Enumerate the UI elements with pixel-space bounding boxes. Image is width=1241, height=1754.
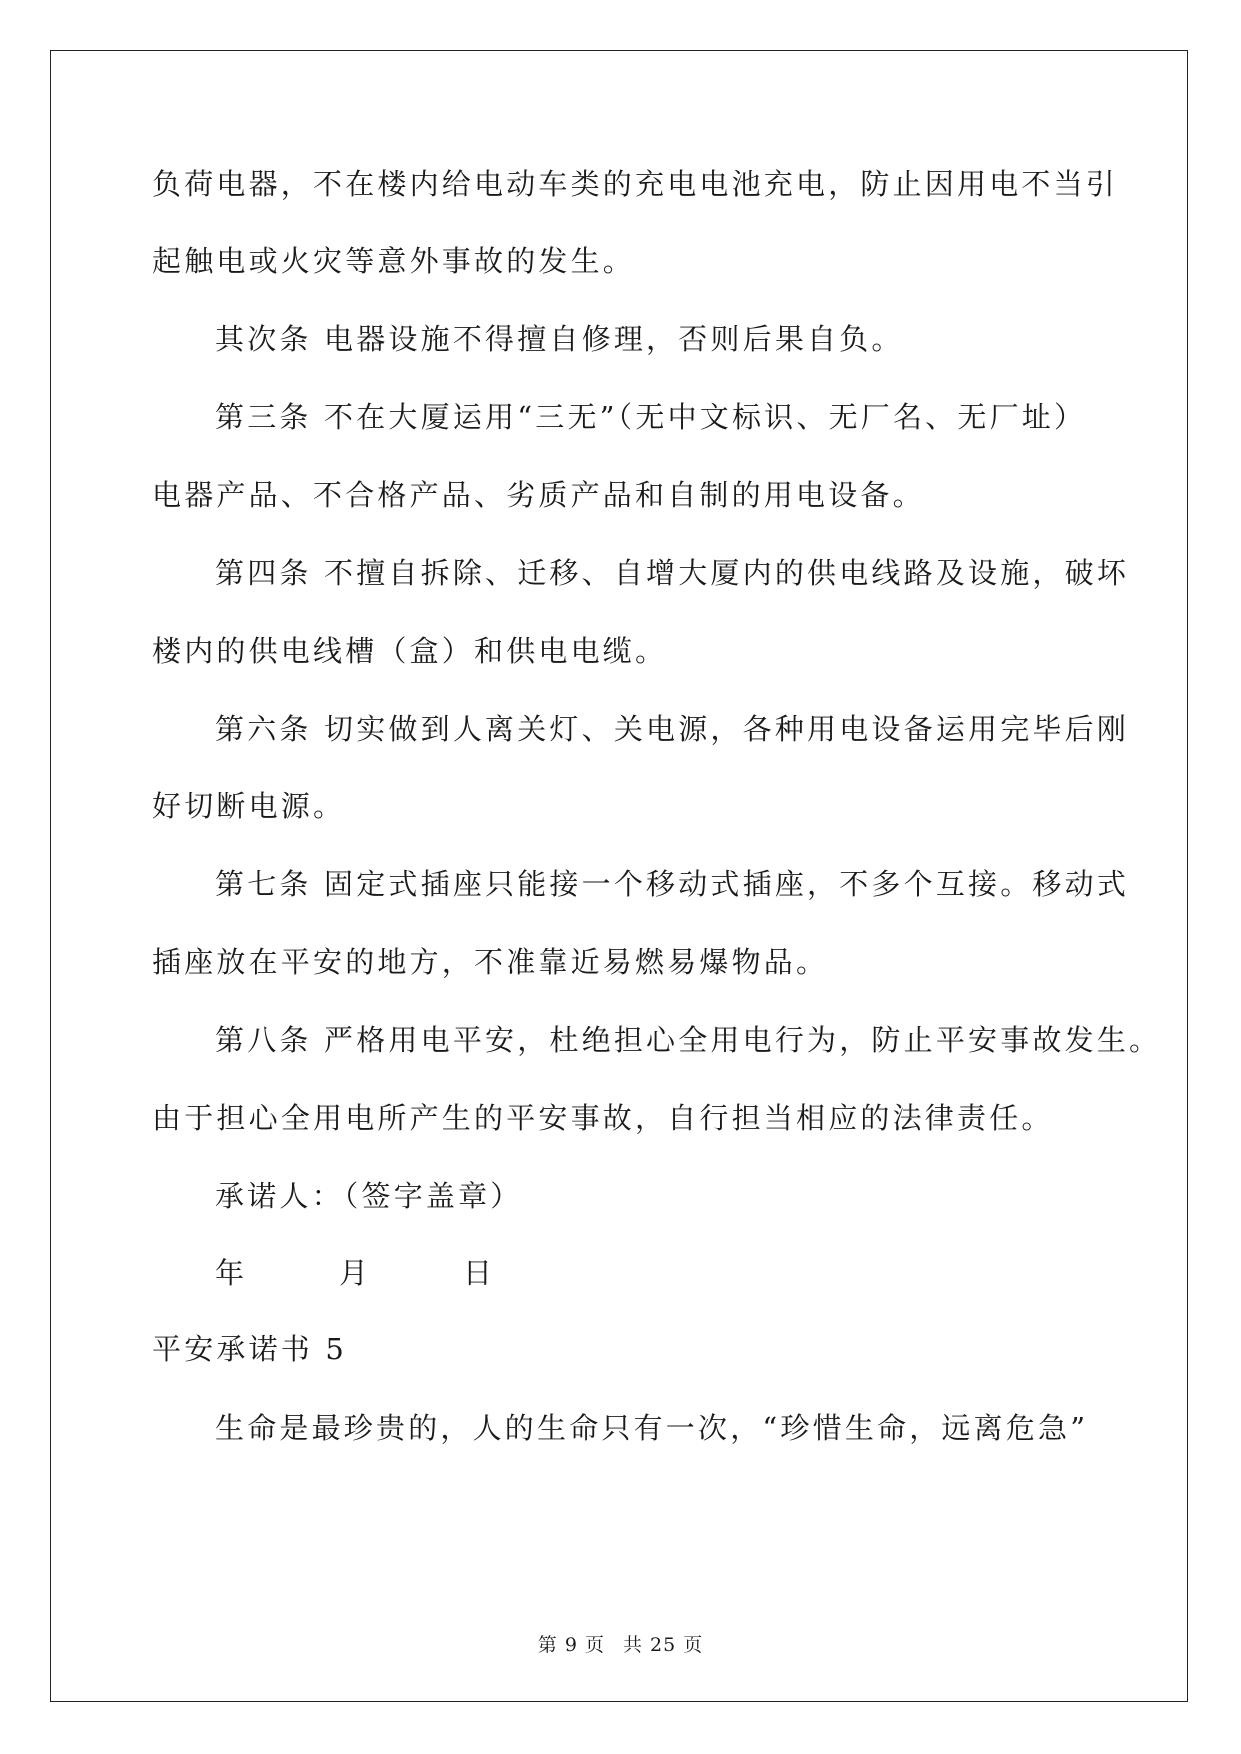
paragraph-line: 由于担心全用电所产生的平安事故，自行担当相应的法律责任。 [152, 1101, 1054, 1135]
signature-line: 承诺人：（签字盖章） [215, 1179, 523, 1213]
page-number-current: 第 9 页 [537, 1634, 605, 1656]
paragraph-line: 第三条 不在大厦运用“三无”（无中文标识、无厂名、无厂址） [215, 400, 1087, 434]
date-year: 年 [215, 1256, 248, 1290]
page-number-total: 共 25 页 [622, 1634, 704, 1656]
paragraph-line: 楼内的供电线槽（盒）和供电电缆。 [152, 634, 668, 668]
paragraph-line: 第七条 固定式插座只能接一个移动式插座，不多个互接。移动式 [215, 867, 1130, 901]
paragraph-line: 插座放在平安的地方，不准靠近易燃易爆物品。 [152, 945, 829, 979]
paragraph-line: 第八条 严格用电平安，杜绝担心全用电行为，防止平安事故发生。 [215, 1023, 1162, 1057]
paragraph-line: 好切断电源。 [152, 789, 346, 823]
paragraph-line: 负荷电器，不在楼内给电动车类的充电电池充电，防止因用电不当引 [152, 167, 1119, 201]
section-title: 平安承诺书 5 [152, 1332, 348, 1366]
date-day: 日 [463, 1256, 496, 1290]
date-month: 月 [339, 1256, 372, 1290]
paragraph-line: 第六条 切实做到人离关灯、关电源，各种用电设备运用完毕后刚 [215, 712, 1130, 746]
paragraph-line: 生命是最珍贵的，人的生命只有一次，“珍惜生命，远离危急” [215, 1411, 1089, 1445]
paragraph-line: 其次条 电器设施不得擅自修理，否则后果自负。 [215, 322, 904, 356]
paragraph-line: 起触电或火灾等意外事故的发生。 [152, 244, 636, 278]
date-line [215, 1253, 515, 1293]
page-footer [0, 1630, 1241, 1657]
paragraph-line: 第四条 不擅自拆除、迁移、自增大厦内的供电线路及设施，破坏 [215, 556, 1130, 590]
paragraph-line: 电器产品、不合格产品、劣质产品和自制的用电设备。 [152, 478, 925, 512]
